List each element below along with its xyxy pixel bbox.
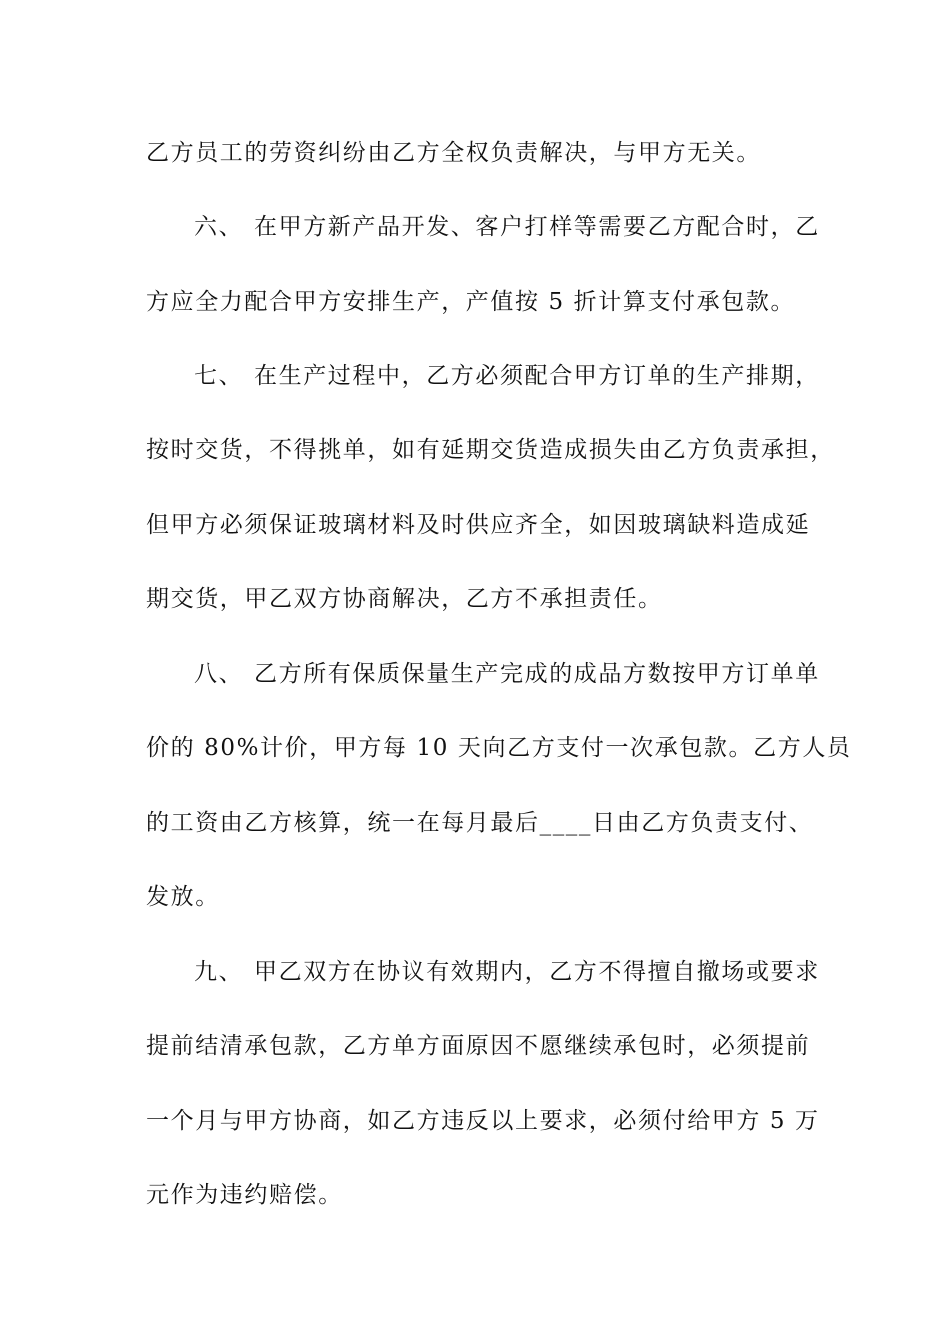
clause-number: 六、 xyxy=(194,214,244,240)
line-text: 在生产过程中，乙方必须配合甲方订单的生产排期， xyxy=(254,363,820,389)
clause-heading-line xyxy=(146,957,820,987)
clause-heading-line xyxy=(146,659,820,689)
text-line xyxy=(146,1106,820,1136)
line-text: 乙方所有保质保量生产完成的成品方数按甲方订单单 xyxy=(254,661,820,687)
text-line xyxy=(146,584,663,614)
clause-number: 八、 xyxy=(194,661,244,687)
line-text: 方应全力配合甲方安排生产，产值按 5 折计算支付承包款。 xyxy=(146,289,796,315)
text-line xyxy=(146,733,852,763)
text-line xyxy=(146,435,835,465)
text-line xyxy=(146,287,795,317)
line-text: 的工资由乙方核算，统一在每月最后____日由乙方负责支付、 xyxy=(146,810,814,836)
line-text: 价的 80%计价，甲方每 10 天向乙方支付一次承包款。乙方人员 xyxy=(146,735,852,761)
clause-heading-line xyxy=(146,361,820,391)
line-text: 但甲方必须保证玻璃材料及时供应齐全，如因玻璃缺料造成延 xyxy=(146,512,811,538)
line-text: 在甲方新产品开发、客户打样等需要乙方配合时，乙 xyxy=(254,214,820,240)
line-text: 按时交货，不得挑单，如有延期交货造成损失由乙方负责承担， xyxy=(146,437,835,463)
line-text: 乙方员工的劳资纠纷由乙方全权负责解决，与甲方无关。 xyxy=(146,140,761,166)
text-line xyxy=(146,808,813,838)
text-line xyxy=(146,1031,810,1061)
line-text: 元作为违约赔偿。 xyxy=(146,1182,343,1208)
clause-number: 七、 xyxy=(194,363,244,389)
line-text: 甲乙双方在协议有效期内，乙方不得擅自撤场或要求 xyxy=(254,959,820,985)
text-line xyxy=(146,882,220,912)
line-text: 发放。 xyxy=(146,884,220,910)
line-text: 一个月与甲方协商，如乙方违反以上要求，必须付给甲方 5 万 xyxy=(146,1108,820,1134)
line-text: 期交货，甲乙双方协商解决，乙方不承担责任。 xyxy=(146,586,663,612)
text-line xyxy=(146,1180,343,1210)
clause-heading-line xyxy=(146,212,820,242)
line-text: 提前结清承包款，乙方单方面原因不愿继续承包时，必须提前 xyxy=(146,1033,811,1059)
text-line xyxy=(146,138,761,168)
text-line xyxy=(146,510,810,540)
clause-number: 九、 xyxy=(194,959,244,985)
